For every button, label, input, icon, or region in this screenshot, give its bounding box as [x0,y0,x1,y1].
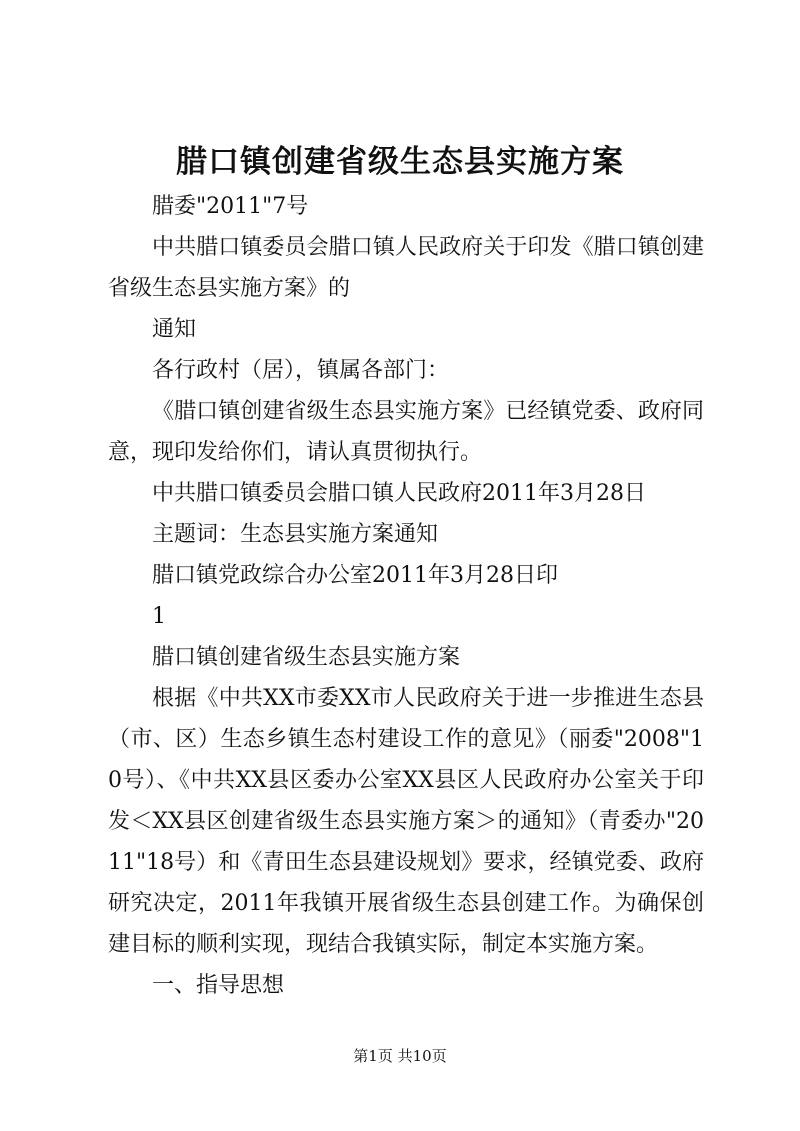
notice-heading-tail: 通知 [152,317,197,342]
notice-body: 《腊口镇创建省级生态县实施方案》已经镇党委、政府同意，现印发给你们，请认真贯彻执行。 [108,399,704,465]
printing-office: 腊口镇党政综合办公室2011年3月28日印 [152,563,558,588]
subject-keywords: 主题词：生态县实施方案通知 [152,522,439,547]
document-title: 腊口镇创建省级生态县实施方案 [176,144,624,180]
plan-intro: 根据《中共XX市委XX市人民政府关于进一步推进生态县（市、区）生态乡镇生态村建设工作的意见》（丽委"2008"10号）、《中共XX县区委办公室XX县区人民政府办公室关于印发＜XX县区创建省级生态县实施方案＞的通知》（青委办"2011"18号）和《青田生态县建设规划》要求，经镇党委、政府研究决定，2011年我镇开展省级生态县创建工作。为确保创建目标的顺利实现，现结合我镇实际，制定本实施方案。 [108,686,704,957]
notice-heading: 中共腊口镇委员会腊口镇人民政府关于印发《腊口镇创建省级生态县实施方案》的 [108,235,704,301]
document-number: 腊委"2011"7号 [152,194,309,219]
plan-title: 腊口镇创建省级生态县实施方案 [152,645,461,670]
addressee: 各行政村（居），镇属各部门： [152,358,450,383]
section-heading-1: 一、指导思想 [152,973,285,998]
issuer-date: 中共腊口镇委员会腊口镇人民政府2011年3月28日 [152,481,646,506]
page-marker: 1 [152,604,166,629]
page-footer: 第1页 共10页 [353,1047,447,1065]
document-body [108,186,704,1006]
